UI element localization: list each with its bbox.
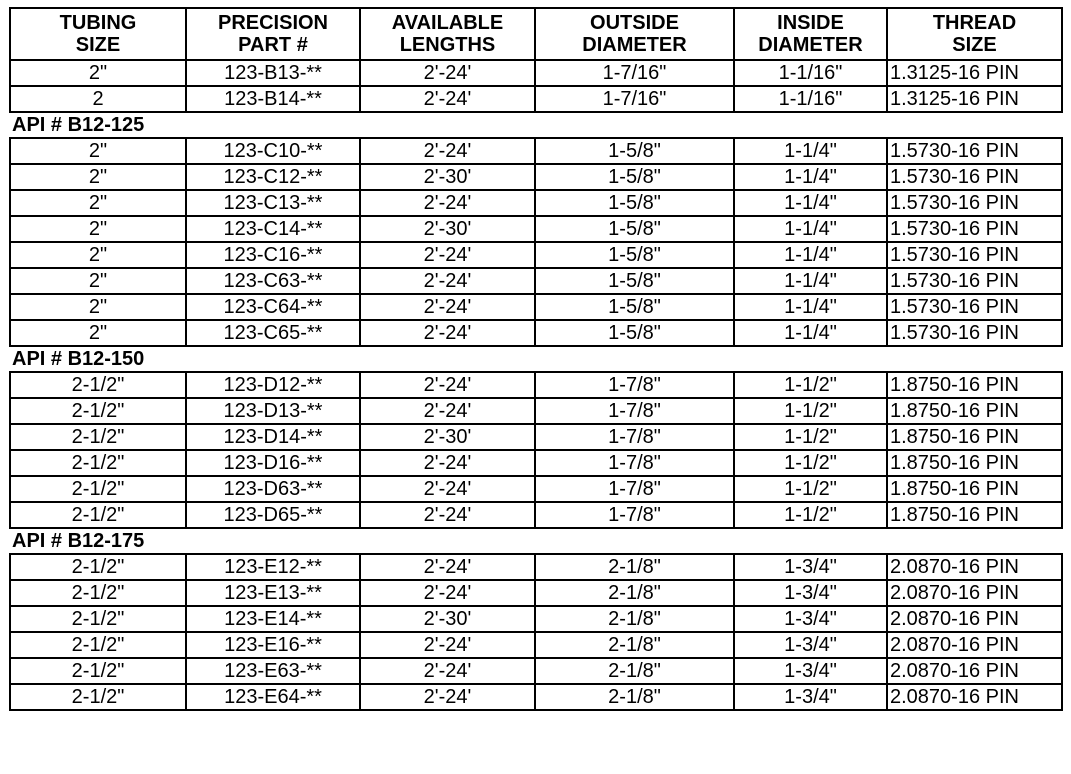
header-available-lengths: AVAILABLE LENGTHS bbox=[360, 8, 535, 60]
section-header bbox=[10, 528, 1062, 554]
table-row bbox=[10, 502, 1062, 528]
cell-outside-diameter: 1-7/8" bbox=[535, 398, 734, 424]
cell-thread-size: 2.0870-16 PIN bbox=[887, 580, 1062, 606]
cell-thread-size: 2.0870-16 PIN bbox=[887, 658, 1062, 684]
table-row bbox=[10, 554, 1062, 580]
cell-inside-diameter: 1-3/4" bbox=[734, 632, 887, 658]
cell-inside-diameter: 1-1/4" bbox=[734, 216, 887, 242]
cell-outside-diameter: 1-5/8" bbox=[535, 216, 734, 242]
cell-part-number: 123-E13-** bbox=[186, 580, 360, 606]
section-header-row bbox=[10, 346, 1062, 372]
cell-thread-size: 1.5730-16 PIN bbox=[887, 190, 1062, 216]
cell-part-number: 123-E63-** bbox=[186, 658, 360, 684]
table-row bbox=[10, 138, 1062, 164]
cell-inside-diameter: 1-3/4" bbox=[734, 658, 887, 684]
cell-part-number: 123-E12-** bbox=[186, 554, 360, 580]
cell-available-lengths: 2'-24' bbox=[360, 450, 535, 476]
cell-part-number: 123-C16-** bbox=[186, 242, 360, 268]
cell-tubing-size: 2" bbox=[10, 138, 186, 164]
table-row bbox=[10, 86, 1062, 112]
cell-available-lengths: 2'-30' bbox=[360, 606, 535, 632]
cell-thread-size: 1.5730-16 PIN bbox=[887, 320, 1062, 346]
cell-outside-diameter: 1-7/8" bbox=[535, 502, 734, 528]
cell-available-lengths: 2'-24' bbox=[360, 658, 535, 684]
cell-tubing-size: 2" bbox=[10, 190, 186, 216]
cell-part-number: 123-C12-** bbox=[186, 164, 360, 190]
section-title: API # B12-175 bbox=[12, 530, 145, 552]
cell-part-number: 123-E16-** bbox=[186, 632, 360, 658]
tubing-spec-table-container bbox=[9, 7, 1061, 711]
cell-inside-diameter: 1-1/2" bbox=[734, 372, 887, 398]
cell-tubing-size: 2" bbox=[10, 60, 186, 86]
cell-thread-size: 1.8750-16 PIN bbox=[887, 424, 1062, 450]
cell-outside-diameter: 1-5/8" bbox=[535, 320, 734, 346]
cell-part-number: 123-D65-** bbox=[186, 502, 360, 528]
cell-available-lengths: 2'-24' bbox=[360, 86, 535, 112]
cell-inside-diameter: 1-1/2" bbox=[734, 424, 887, 450]
cell-thread-size: 1.5730-16 PIN bbox=[887, 216, 1062, 242]
table-row bbox=[10, 216, 1062, 242]
cell-tubing-size: 2-1/2" bbox=[10, 424, 186, 450]
cell-thread-size: 1.5730-16 PIN bbox=[887, 138, 1062, 164]
table-row bbox=[10, 684, 1062, 710]
header-outside-diameter: OUTSIDE DIAMETER bbox=[535, 8, 734, 60]
cell-part-number: 123-C64-** bbox=[186, 294, 360, 320]
cell-thread-size: 2.0870-16 PIN bbox=[887, 632, 1062, 658]
cell-available-lengths: 2'-30' bbox=[360, 164, 535, 190]
cell-thread-size: 1.5730-16 PIN bbox=[887, 242, 1062, 268]
cell-thread-size: 1.8750-16 PIN bbox=[887, 398, 1062, 424]
cell-outside-diameter: 1-5/8" bbox=[535, 294, 734, 320]
header-row bbox=[10, 8, 1062, 60]
cell-part-number: 123-B14-** bbox=[186, 86, 360, 112]
section-header bbox=[10, 112, 1062, 138]
table-row bbox=[10, 268, 1062, 294]
table-row bbox=[10, 242, 1062, 268]
cell-outside-diameter: 1-5/8" bbox=[535, 268, 734, 294]
cell-available-lengths: 2'-24' bbox=[360, 684, 535, 710]
cell-inside-diameter: 1-1/16" bbox=[734, 60, 887, 86]
cell-thread-size: 1.5730-16 PIN bbox=[887, 294, 1062, 320]
cell-available-lengths: 2'-24' bbox=[360, 398, 535, 424]
cell-outside-diameter: 1-5/8" bbox=[535, 190, 734, 216]
table-row bbox=[10, 60, 1062, 86]
cell-outside-diameter: 1-5/8" bbox=[535, 138, 734, 164]
cell-thread-size: 1.3125-16 PIN bbox=[887, 60, 1062, 86]
cell-tubing-size: 2-1/2" bbox=[10, 502, 186, 528]
table-row bbox=[10, 658, 1062, 684]
cell-outside-diameter: 1-7/16" bbox=[535, 60, 734, 86]
cell-outside-diameter: 2-1/8" bbox=[535, 658, 734, 684]
cell-inside-diameter: 1-1/4" bbox=[734, 190, 887, 216]
cell-thread-size: 1.8750-16 PIN bbox=[887, 450, 1062, 476]
cell-tubing-size: 2-1/2" bbox=[10, 632, 186, 658]
cell-available-lengths: 2'-24' bbox=[360, 554, 535, 580]
table-row bbox=[10, 580, 1062, 606]
cell-tubing-size: 2-1/2" bbox=[10, 372, 186, 398]
cell-available-lengths: 2'-24' bbox=[360, 372, 535, 398]
cell-inside-diameter: 1-1/4" bbox=[734, 320, 887, 346]
cell-tubing-size: 2-1/2" bbox=[10, 580, 186, 606]
section-title: API # B12-150 bbox=[12, 348, 145, 370]
cell-part-number: 123-E14-** bbox=[186, 606, 360, 632]
cell-thread-size: 1.8750-16 PIN bbox=[887, 476, 1062, 502]
header-precision-part: PRECISION PART # bbox=[186, 8, 360, 60]
cell-tubing-size: 2-1/2" bbox=[10, 658, 186, 684]
tubing-spec-table bbox=[9, 7, 1063, 711]
cell-thread-size: 1.8750-16 PIN bbox=[887, 502, 1062, 528]
cell-thread-size: 1.3125-16 PIN bbox=[887, 86, 1062, 112]
cell-inside-diameter: 1-3/4" bbox=[734, 684, 887, 710]
cell-available-lengths: 2'-30' bbox=[360, 216, 535, 242]
cell-thread-size: 2.0870-16 PIN bbox=[887, 606, 1062, 632]
cell-outside-diameter: 2-1/8" bbox=[535, 632, 734, 658]
table-row bbox=[10, 424, 1062, 450]
cell-thread-size: 1.8750-16 PIN bbox=[887, 372, 1062, 398]
table-row bbox=[10, 398, 1062, 424]
table-row bbox=[10, 450, 1062, 476]
cell-outside-diameter: 2-1/8" bbox=[535, 580, 734, 606]
cell-tubing-size: 2" bbox=[10, 268, 186, 294]
cell-outside-diameter: 1-7/8" bbox=[535, 424, 734, 450]
cell-outside-diameter: 1-5/8" bbox=[535, 242, 734, 268]
cell-thread-size: 2.0870-16 PIN bbox=[887, 554, 1062, 580]
cell-available-lengths: 2'-24' bbox=[360, 320, 535, 346]
cell-tubing-size: 2" bbox=[10, 294, 186, 320]
cell-part-number: 123-D16-** bbox=[186, 450, 360, 476]
header-inside-diameter: INSIDE DIAMETER bbox=[734, 8, 887, 60]
cell-part-number: 123-B13-** bbox=[186, 60, 360, 86]
cell-tubing-size: 2-1/2" bbox=[10, 554, 186, 580]
cell-part-number: 123-E64-** bbox=[186, 684, 360, 710]
section-header-row bbox=[10, 112, 1062, 138]
cell-part-number: 123-C14-** bbox=[186, 216, 360, 242]
cell-available-lengths: 2'-24' bbox=[360, 476, 535, 502]
cell-available-lengths: 2'-24' bbox=[360, 502, 535, 528]
cell-available-lengths: 2'-24' bbox=[360, 580, 535, 606]
section-header bbox=[10, 346, 1062, 372]
cell-inside-diameter: 1-1/4" bbox=[734, 138, 887, 164]
cell-outside-diameter: 1-5/8" bbox=[535, 164, 734, 190]
cell-available-lengths: 2'-24' bbox=[360, 242, 535, 268]
section-header-row bbox=[10, 528, 1062, 554]
cell-tubing-size: 2" bbox=[10, 242, 186, 268]
header-tubing-size: TUBING SIZE bbox=[10, 8, 186, 60]
cell-inside-diameter: 1-3/4" bbox=[734, 606, 887, 632]
cell-available-lengths: 2'-24' bbox=[360, 60, 535, 86]
cell-available-lengths: 2'-30' bbox=[360, 424, 535, 450]
section-title: API # B12-125 bbox=[12, 114, 145, 136]
table-row bbox=[10, 190, 1062, 216]
cell-inside-diameter: 1-1/2" bbox=[734, 502, 887, 528]
cell-thread-size: 2.0870-16 PIN bbox=[887, 684, 1062, 710]
cell-available-lengths: 2'-24' bbox=[360, 294, 535, 320]
cell-tubing-size: 2" bbox=[10, 164, 186, 190]
cell-outside-diameter: 1-7/8" bbox=[535, 476, 734, 502]
cell-part-number: 123-D63-** bbox=[186, 476, 360, 502]
cell-available-lengths: 2'-24' bbox=[360, 632, 535, 658]
cell-available-lengths: 2'-24' bbox=[360, 190, 535, 216]
cell-inside-diameter: 1-1/2" bbox=[734, 398, 887, 424]
cell-outside-diameter: 2-1/8" bbox=[535, 554, 734, 580]
cell-outside-diameter: 2-1/8" bbox=[535, 684, 734, 710]
cell-tubing-size: 2-1/2" bbox=[10, 450, 186, 476]
cell-inside-diameter: 1-1/4" bbox=[734, 242, 887, 268]
cell-part-number: 123-C63-** bbox=[186, 268, 360, 294]
cell-part-number: 123-C13-** bbox=[186, 190, 360, 216]
table-row bbox=[10, 632, 1062, 658]
cell-inside-diameter: 1-3/4" bbox=[734, 554, 887, 580]
table-row bbox=[10, 294, 1062, 320]
cell-inside-diameter: 1-1/4" bbox=[734, 294, 887, 320]
cell-outside-diameter: 2-1/8" bbox=[535, 606, 734, 632]
header-thread-size: THREAD SIZE bbox=[887, 8, 1062, 60]
table-row bbox=[10, 320, 1062, 346]
table-row bbox=[10, 606, 1062, 632]
cell-inside-diameter: 1-1/4" bbox=[734, 268, 887, 294]
cell-part-number: 123-C10-** bbox=[186, 138, 360, 164]
cell-outside-diameter: 1-7/8" bbox=[535, 450, 734, 476]
table-row bbox=[10, 164, 1062, 190]
cell-part-number: 123-D12-** bbox=[186, 372, 360, 398]
cell-inside-diameter: 1-1/2" bbox=[734, 450, 887, 476]
cell-outside-diameter: 1-7/8" bbox=[535, 372, 734, 398]
cell-inside-diameter: 1-1/16" bbox=[734, 86, 887, 112]
cell-tubing-size: 2" bbox=[10, 320, 186, 346]
cell-inside-diameter: 1-3/4" bbox=[734, 580, 887, 606]
cell-available-lengths: 2'-24' bbox=[360, 138, 535, 164]
cell-thread-size: 1.5730-16 PIN bbox=[887, 164, 1062, 190]
cell-tubing-size: 2-1/2" bbox=[10, 398, 186, 424]
cell-outside-diameter: 1-7/16" bbox=[535, 86, 734, 112]
table-row bbox=[10, 372, 1062, 398]
table-row bbox=[10, 476, 1062, 502]
cell-tubing-size: 2-1/2" bbox=[10, 476, 186, 502]
cell-part-number: 123-D14-** bbox=[186, 424, 360, 450]
table-header bbox=[10, 8, 1062, 60]
cell-inside-diameter: 1-1/2" bbox=[734, 476, 887, 502]
cell-tubing-size: 2-1/2" bbox=[10, 684, 186, 710]
table-body bbox=[10, 60, 1062, 710]
cell-inside-diameter: 1-1/4" bbox=[734, 164, 887, 190]
cell-available-lengths: 2'-24' bbox=[360, 268, 535, 294]
cell-tubing-size: 2-1/2" bbox=[10, 606, 186, 632]
cell-tubing-size: 2 bbox=[10, 86, 186, 112]
cell-tubing-size: 2" bbox=[10, 216, 186, 242]
cell-thread-size: 1.5730-16 PIN bbox=[887, 268, 1062, 294]
cell-part-number: 123-D13-** bbox=[186, 398, 360, 424]
cell-part-number: 123-C65-** bbox=[186, 320, 360, 346]
